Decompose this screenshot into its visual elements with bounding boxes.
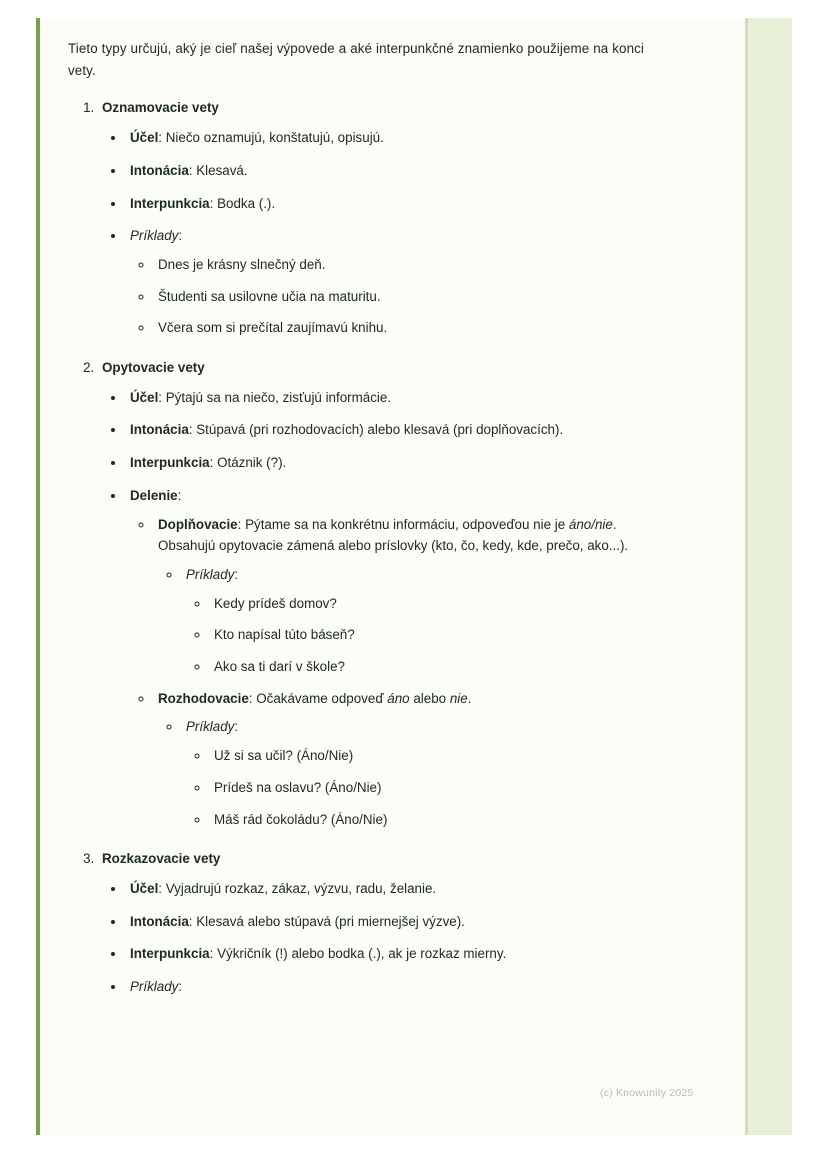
section-details-list [102,387,644,831]
detail-label: Delenie [130,487,178,503]
detail-label: Intonácia [130,162,189,178]
examples-group [158,564,644,678]
subitem-label: Rozhodovacie [158,690,249,706]
subitem-text-2: alebo [409,690,450,706]
detail-label: Účel [130,389,159,405]
examples-list [130,254,644,339]
detail-ucel [126,387,644,409]
detail-delenie [126,485,644,830]
examples-label: Príklady [186,566,235,582]
detail-label: Intonácia [130,913,189,929]
detail-label: Interpunkcia [130,455,210,471]
detail-label: Účel [130,880,159,896]
detail-label: Interpunkcia [130,946,210,962]
examples-label-item [182,564,644,678]
detail-intonacia [126,911,644,933]
watermark: (c) Knowunity 2025 [600,1087,694,1099]
example-item: ◦ Dnes je krásny slnečný deň. [154,254,644,276]
examples-list [186,745,644,830]
example-item: ◦ Včera som si prečítal zaujímavú knihu. [154,317,644,339]
detail-interpunkcia [126,452,644,474]
section-details-list [102,127,644,339]
example-item: ◦ Prídeš na oslavu? (Áno/Nie) [210,777,644,799]
examples-label-item [182,716,644,830]
section-title: Opytovacie vety [102,360,205,376]
subitem-text-3: . [467,690,472,706]
example-item: ◦ Ako sa ti darí v škole? [210,656,644,678]
detail-text: : [178,979,183,995]
detail-label-italic: Príklady [130,979,179,995]
example-item: ◦ Kedy prídeš domov? [210,593,644,615]
detail-ucel [126,878,644,900]
examples-group [158,716,644,830]
detail-text: : [178,228,183,244]
detail-intonacia [126,419,644,441]
section-title: Rozkazovacie vety [102,851,221,867]
subitem-rozhodovacie [154,688,644,831]
examples-colon: : [234,719,239,735]
detail-text: : Klesavá alebo stúpavá (pri miernejšej výzve). [188,913,465,929]
detail-priklady [126,976,644,998]
detail-text: : Stúpavá (pri rozhodovacích) alebo klesavá (pri doplňovacích). [188,422,564,438]
examples-list [186,593,644,678]
detail-text: : Klesavá. [188,162,248,178]
intro-paragraph: Tieto typy určujú, aký je cieľ našej výpovede a aké interpunkčné znamienko použijeme na konci vety. [68,41,644,78]
document-content [68,38,644,1016]
detail-text: : Pýtajú sa na niečo, zisťujú informácie. [158,389,392,405]
left-accent-rule [36,18,40,1135]
subitem-doplnovacie [154,514,644,678]
example-item: ◦ Kto napísal túto báseň? [210,624,644,646]
detail-label: Účel [130,130,159,146]
subitem-italic-1: áno [387,690,410,706]
detail-intonacia [126,160,644,182]
subitem-italic-2: nie [449,690,468,706]
delenie-subitems [130,514,644,831]
detail-text: : Niečo oznamujú, konštatujú, opisujú. [158,130,384,146]
detail-label: Interpunkcia [130,195,210,211]
detail-label: Intonácia [130,422,189,438]
section-oznamovacie-vety [98,97,644,339]
detail-interpunkcia [126,193,644,215]
right-accent-band [748,18,792,1135]
detail-label-italic: Príklady [130,228,179,244]
detail-ucel [126,127,644,149]
detail-text: : Bodka (.). [209,195,276,211]
section-opytovacie-vety [98,357,644,830]
sentence-types-list [68,97,644,997]
detail-text: : [177,487,182,503]
detail-text: : Otáznik (?). [209,455,287,471]
subitem-text-2: . Obsahujú opytovacie zámená alebo príslovky (kto, čo, kedy, kde, prečo, ako...). [158,516,629,554]
subitem-label: Doplňovacie [158,516,238,532]
examples-label: Príklady [186,719,235,735]
section-rozkazovacie-vety [98,848,644,998]
section-title: Oznamovacie vety [102,100,219,116]
example-item: ◦ Máš rád čokoládu? (Áno/Nie) [210,809,644,831]
examples-colon: : [234,566,239,582]
example-item: ◦ Študenti sa usilovne učia na maturitu. [154,286,644,308]
detail-text: : Vyjadrujú rozkaz, zákaz, výzvu, radu, želanie. [158,880,437,896]
detail-priklady [126,225,644,339]
detail-interpunkcia [126,943,644,965]
detail-text: : Výkričník (!) alebo bodka (.), ak je rozkaz mierny. [209,946,507,962]
example-item: ◦ Už si sa učil? (Áno/Nie) [210,745,644,767]
subitem-italic-1: áno/nie [568,516,613,532]
subitem-text-1: : Pýtame sa na konkrétnu informáciu, odpoveďou nie je [237,516,569,532]
section-details-list [102,878,644,998]
subitem-text-1: : Očakávame odpoveď [248,690,388,706]
